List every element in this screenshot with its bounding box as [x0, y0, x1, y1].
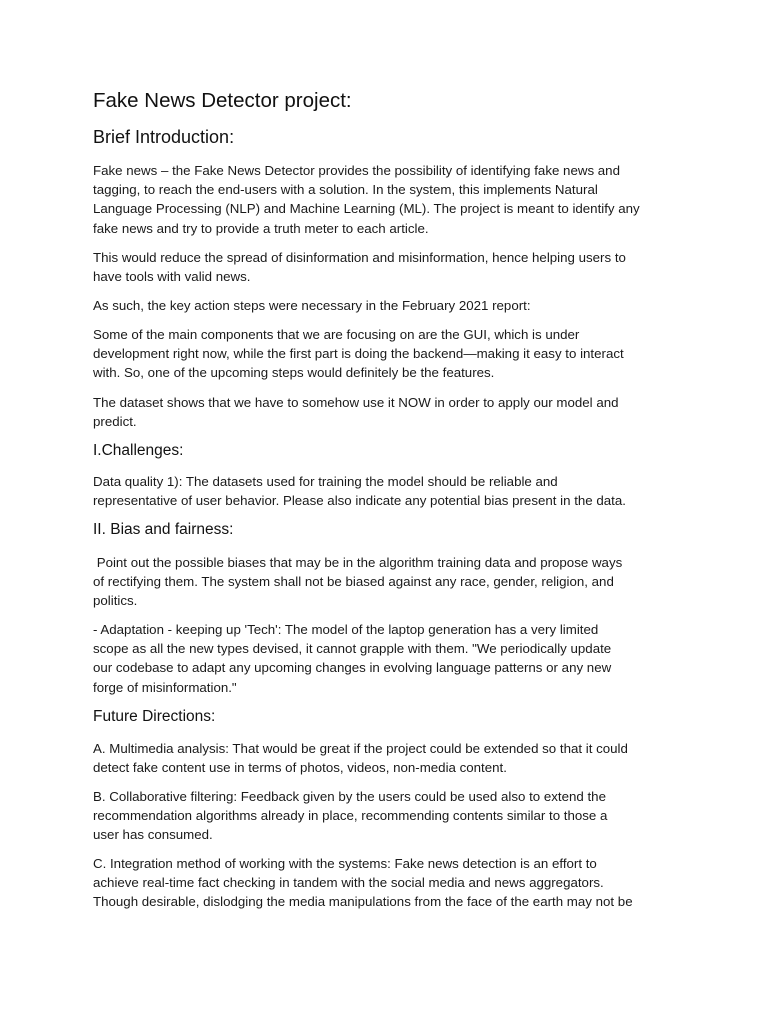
bias-heading: II. Bias and fairness: — [93, 521, 234, 538]
paragraph-line: A. Multimedia analysis: That would be great if the project could be extended so that it could — [93, 741, 628, 756]
intro-paragraph-2 — [93, 248, 683, 286]
challenges-paragraph-1 — [93, 472, 683, 510]
paragraph-line: representative of user behavior. Please also indicate any potential bias present in the data. — [93, 493, 626, 509]
future-heading: Future Directions: — [93, 708, 216, 725]
paragraph-line: our codebase to adapt any upcoming changes in evolving language patterns or any new — [93, 660, 612, 676]
intro-heading: Brief Introduction: — [93, 127, 235, 147]
paragraph-line: C. Integration method of working with the systems: Fake news detection is an effort to — [93, 856, 597, 871]
bias-paragraph-2 — [93, 620, 683, 697]
paragraph-line: achieve real-time fact checking in tandem with the social media and news aggregators. — [93, 875, 604, 891]
paragraph-line: with. So, one of the upcoming steps would definitely be the features. — [93, 365, 495, 381]
paragraph-line: scope as all the new types devised, it cannot grapple with them. "We periodically update — [93, 641, 612, 657]
paragraph-line: politics. — [93, 593, 138, 609]
bias-paragraph-1 — [93, 553, 683, 611]
paragraph-line: have tools with valid news. — [93, 269, 251, 285]
document-title: Fake News Detector project: — [93, 89, 352, 112]
challenges-heading: I.Challenges: — [93, 442, 184, 459]
paragraph-line: As such, the key action steps were necessary in the February 2021 report: — [93, 298, 531, 313]
paragraph-line: user has consumed. — [93, 827, 213, 843]
paragraph-line: tagging, to reach the end-users with a solution. In the system, this implements Natural — [93, 182, 598, 198]
future-paragraph-2 — [93, 787, 683, 845]
future-paragraph-3 — [93, 854, 683, 912]
paragraph-line: fake news and try to provide a truth meter to each article. — [93, 220, 429, 236]
paragraph-line: This would reduce the spread of disinformation and misinformation, hence helping users to — [93, 250, 626, 265]
paragraph-line: recommendation algorithms already in place, recommending contents similar to those a — [93, 808, 608, 824]
intro-paragraph-1 — [93, 161, 683, 238]
paragraph-line: Language Processing (NLP) and Machine Learning (ML). The project is meant to identify any — [93, 201, 640, 217]
paragraph-line: The dataset shows that we have to somehow use it NOW in order to apply our model and — [93, 395, 619, 410]
paragraph-line: predict. — [93, 414, 137, 430]
paragraph-line: development right now, while the first part is doing the backend—making it easy to interact — [93, 346, 624, 362]
intro-paragraph-4 — [93, 325, 683, 383]
intro-paragraph-5 — [93, 393, 683, 431]
paragraph-line: B. Collaborative filtering: Feedback given by the users could be used also to extend the — [93, 789, 606, 804]
paragraph-line: of rectifying them. The system shall not be biased against any race, gender, religion, and — [93, 574, 614, 590]
paragraph-line: Fake news – the Fake News Detector provides the possibility of identifying fake news and — [93, 163, 620, 178]
intro-paragraph-3 — [93, 296, 683, 315]
paragraph-line: Though desirable, dislodging the media manipulations from the face of the earth may not be — [93, 894, 633, 910]
paragraph-line: Point out the possible biases that may be in the algorithm training data and propose ways — [93, 555, 623, 570]
future-paragraph-1 — [93, 739, 683, 777]
paragraph-line: forge of misinformation." — [93, 679, 237, 695]
paragraph-line: Data quality 1): The datasets used for training the model should be reliable and — [93, 474, 558, 489]
paragraph-line: - Adaptation - keeping up 'Tech': The model of the laptop generation has a very limited — [93, 622, 599, 637]
paragraph-line: detect fake content use in terms of photos, videos, non-media content. — [93, 760, 507, 776]
paragraph-line: Some of the main components that we are focusing on are the GUI, which is under — [93, 327, 580, 342]
